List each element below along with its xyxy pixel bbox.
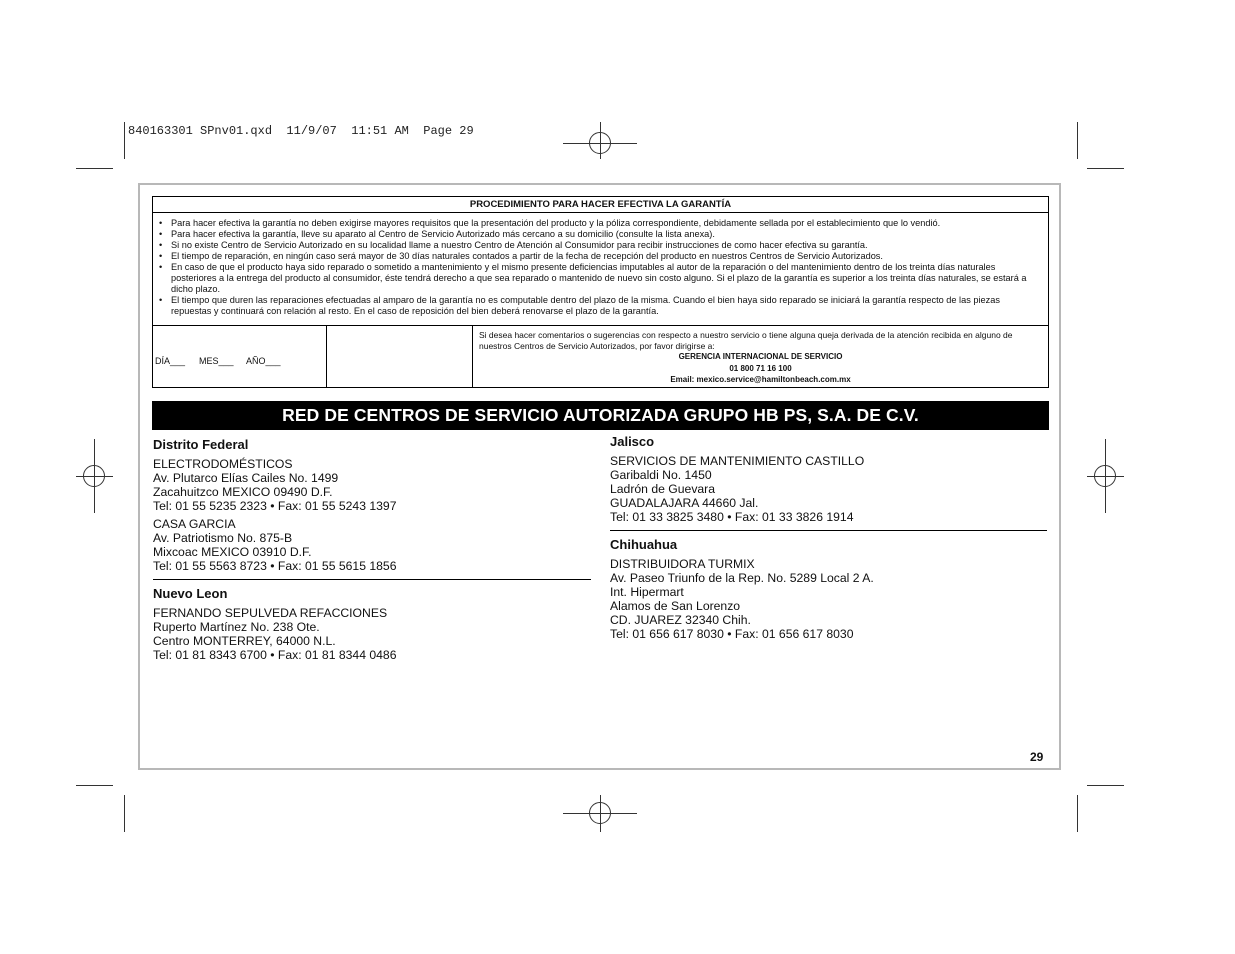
service-center-entry: SERVICIOS DE MANTENIMIENTO CASTILLO Garibaldi No. 1450 Ladrón de Guevara GUADALAJARA 44660 Jal. Tel: 01 33 3825 3480 • Fax: 01 33 3826 1914 (610, 454, 865, 524)
stamp-cell (327, 326, 473, 388)
crop-mark (1077, 122, 1078, 159)
crop-mark (76, 168, 113, 169)
crop-mark (1077, 795, 1078, 832)
left-column (153, 437, 591, 666)
region-heading-jalisco: Jalisco (610, 434, 655, 449)
service-network-banner: RED DE CENTROS DE SERVICIO AUTORIZADA GRUPO HB PS, S.A. DE C.V. (152, 401, 1049, 430)
print-slug: 840163301 SPnv01.qxd 11/9/07 11:51 AM Page 29 (128, 124, 474, 138)
crop-mark (1087, 785, 1124, 786)
right-column (610, 434, 1047, 645)
list-item: • Si no existe Centro de Servicio Autorizado en su localidad llame a nuestro Centro de Atención al Consumidor para recibir instrucciones de como hacer efectiva su garantía. (171, 240, 1042, 251)
region-heading-chihuahua: Chihuahua (610, 537, 678, 552)
procedure-footer-row (153, 325, 1048, 388)
list-item: • Para hacer efectiva la garantía no deben exigirse mayores requisitos que la presentación del producto y la póliza correspondiente, debidamente sellada por el establecimiento que lo vendió. (171, 218, 1042, 229)
service-center-entry: CASA GARCIA Av. Patriotismo No. 875-B Mixcoac MEXICO 03910 D.F. Tel: 01 55 5563 8723 • Fax: 01 55 5615 1856 (153, 517, 397, 573)
contact-email: Email: mexico.service@hamiltonbeach.com.mx (670, 375, 851, 384)
divider (610, 530, 1047, 531)
service-center-entry: ELECTRODOMÉSTICOS Av. Plutarco Elías Cailes No. 1499 Zacahuitzco MEXICO 09490 D.F. Tel: 01 55 5235 2323 • Fax: 01 55 5243 1397 (153, 457, 397, 513)
contact-cell (473, 326, 1048, 388)
list-item: • Para hacer efectiva la garantía, lleve su aparato al Centro de Servicio Autorizado más cercano a su domicilio (consulte la lista anexa). (171, 229, 1042, 240)
contact-phone: 01 800 71 16 100 (729, 363, 792, 373)
list-item: • El tiempo de reparación, en ningún caso será mayor de 30 días naturales contados a partir de la fecha de recepción del producto en nuestros Centros de Servicio Autorizados. (171, 251, 1042, 262)
date-month: MES___ (199, 356, 234, 366)
warranty-procedure-box (152, 196, 1049, 388)
region-heading-distrito-federal: Distrito Federal (153, 437, 249, 452)
page-number: 29 (1030, 750, 1044, 764)
crop-mark (124, 122, 125, 159)
procedure-list (153, 213, 1048, 317)
contact-department: GERENCIA INTERNACIONAL DE SERVICIO (678, 352, 843, 361)
service-center-entry: DISTRIBUIDORA TURMIX Av. Paseo Triunfo de la Rep. No. 5289 Local 2 A. Int. Hipermart Alamos de San Lorenzo CD. JUAREZ 32340 Chih. Tel: 01 656 617 8030 • Fax: 01 656 617 8030 (610, 557, 874, 641)
date-cell (153, 326, 327, 388)
date-year: AÑO___ (246, 356, 281, 366)
region-heading-nuevo-leon: Nuevo Leon (153, 586, 228, 601)
crop-mark (1087, 168, 1124, 169)
divider (153, 579, 591, 580)
service-center-entry: FERNANDO SEPULVEDA REFACCIONES Ruperto Martínez No. 238 Ote. Centro MONTERREY, 64000 N.L. Tel: 01 81 8343 6700 • Fax: 01 81 8344 0486 (153, 606, 397, 662)
procedure-title: PROCEDIMIENTO PARA HACER EFECTIVA LA GARANTÍA (153, 197, 1048, 213)
crop-mark (124, 795, 125, 832)
contact-text: Si desea hacer comentarios o sugerencias con respecto a nuestro servicio o tiene alguna queja derivada de la atención recibida en alguno de nuestros Centros de Servicio Autorizados, por favor dirigirse a: (479, 330, 1013, 351)
list-item: • En caso de que el producto haya sido reparado o sometido a mantenimiento y el mismo presente deficiencias imputables al autor de la reparación o del mantenimiento dentro de los treinta días naturales posteriores a la entrega del producto al consumidor, éste tendrá derecho a que sea reparado o mantenido de nuevo sin costo alguno. Si el plazo de la garantía es superior a los treinta días naturales, se estará a dicho plazo. (171, 262, 1042, 295)
crop-mark (76, 785, 113, 786)
list-item: • El tiempo que duren las reparaciones efectuadas al amparo de la garantía no es computable dentro del plazo de la misma. Cuando el bien haya sido reparado se iniciará la garantía respecto de las piezas repuestas y continuará con relación al resto. En el caso de reposición del bien deberá renovarse el plazo de la garantía. (171, 295, 1042, 317)
date-day: DÍA___ (155, 356, 186, 366)
